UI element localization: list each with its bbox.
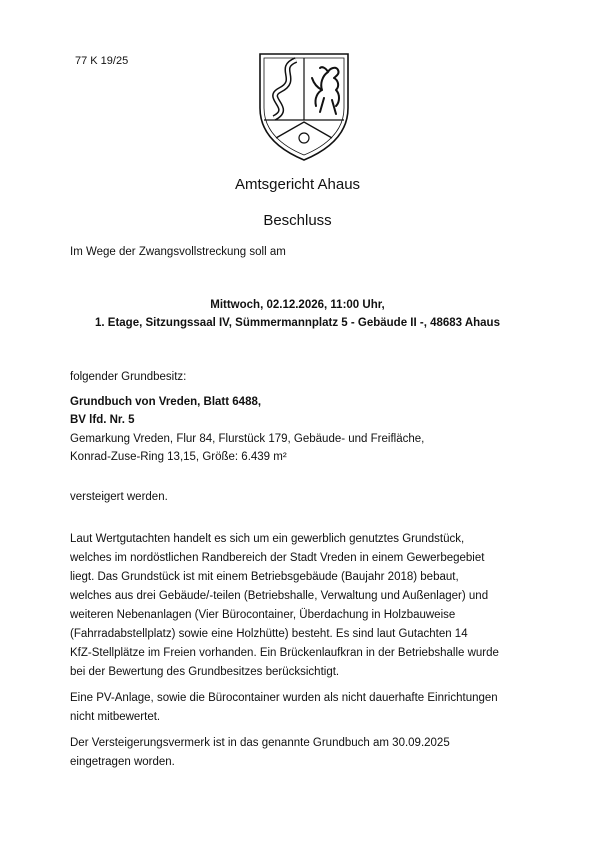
auction-phrase: versteigert werden.: [70, 491, 168, 503]
description-line: welches im nordöstlichen Randbereich der Stadt Vreden in einem Gewerbegebiet: [70, 552, 485, 564]
description-line: bei der Bewertung des Grundbesitzes berücksichtigt.: [70, 666, 340, 678]
case-number: 77 K 19/25: [75, 55, 129, 67]
registration-line: eingetragen worden.: [70, 756, 175, 768]
pv-paragraph: [70, 689, 530, 727]
registration-paragraph: [70, 734, 530, 772]
property-entry: BV lfd. Nr. 5: [70, 414, 135, 426]
description-line: KfZ-Stellplätze im Freien vorhanden. Ein Brückenlaufkran in der Betriebshalle wurde: [70, 647, 499, 659]
document-type: Beschluss: [263, 212, 332, 229]
appointment-date-time: Mittwoch, 02.12.2026, 11:00 Uhr,: [210, 299, 385, 311]
property-register: Grundbuch von Vreden, Blatt 6488,: [70, 395, 262, 408]
description-line: liegt. Das Grundstück ist mit einem Betriebsgebäude (Baujahr 2018) bebaut,: [70, 571, 459, 583]
intro-text: Im Wege der Zwangsvollstreckung soll am: [70, 246, 286, 258]
description-line: (Fahrradabstellplatz) sowie eine Holzhütte) besteht. Es sind laut Gutachten 14: [70, 628, 468, 640]
description-line: weiteren Nebenanlagen (Vier Bürocontainer, Überdachung in Holzbauweise: [70, 609, 456, 621]
pv-line: Eine PV-Anlage, sowie die Bürocontainer wurden als nicht dauerhafte Einrichtungen: [70, 692, 498, 704]
property-address: Konrad-Zuse-Ring 13,15, Größe: 6.439 m²: [70, 451, 287, 463]
property-parcel: Gemarkung Vreden, Flur 84, Flurstück 179, Gebäude- und Freifläche,: [70, 432, 425, 445]
registration-line: Der Versteigerungsvermerk ist in das genannte Grundbuch am 30.09.2025: [70, 737, 450, 749]
appointment-block: [0, 296, 595, 332]
description-paragraph: [70, 530, 530, 682]
description-line: Laut Wertgutachten handelt es sich um ein gewerblich genutztes Grundstück,: [70, 533, 465, 545]
pv-line: nicht mitbewertet.: [70, 711, 161, 723]
nrw-coat-of-arms-icon: [256, 50, 352, 162]
court-name: Amtsgericht Ahaus: [234, 176, 361, 193]
property-heading: folgender Grundbesitz:: [70, 371, 187, 383]
property-block: [70, 368, 530, 467]
appointment-location: 1. Etage, Sitzungssaal IV, Sümmermannplatz 5 - Gebäude II -, 48683 Ahaus: [95, 317, 500, 329]
description-line: welches aus drei Gebäude/-teilen (Betriebshalle, Verwaltung und Außenlager) und: [70, 590, 489, 602]
